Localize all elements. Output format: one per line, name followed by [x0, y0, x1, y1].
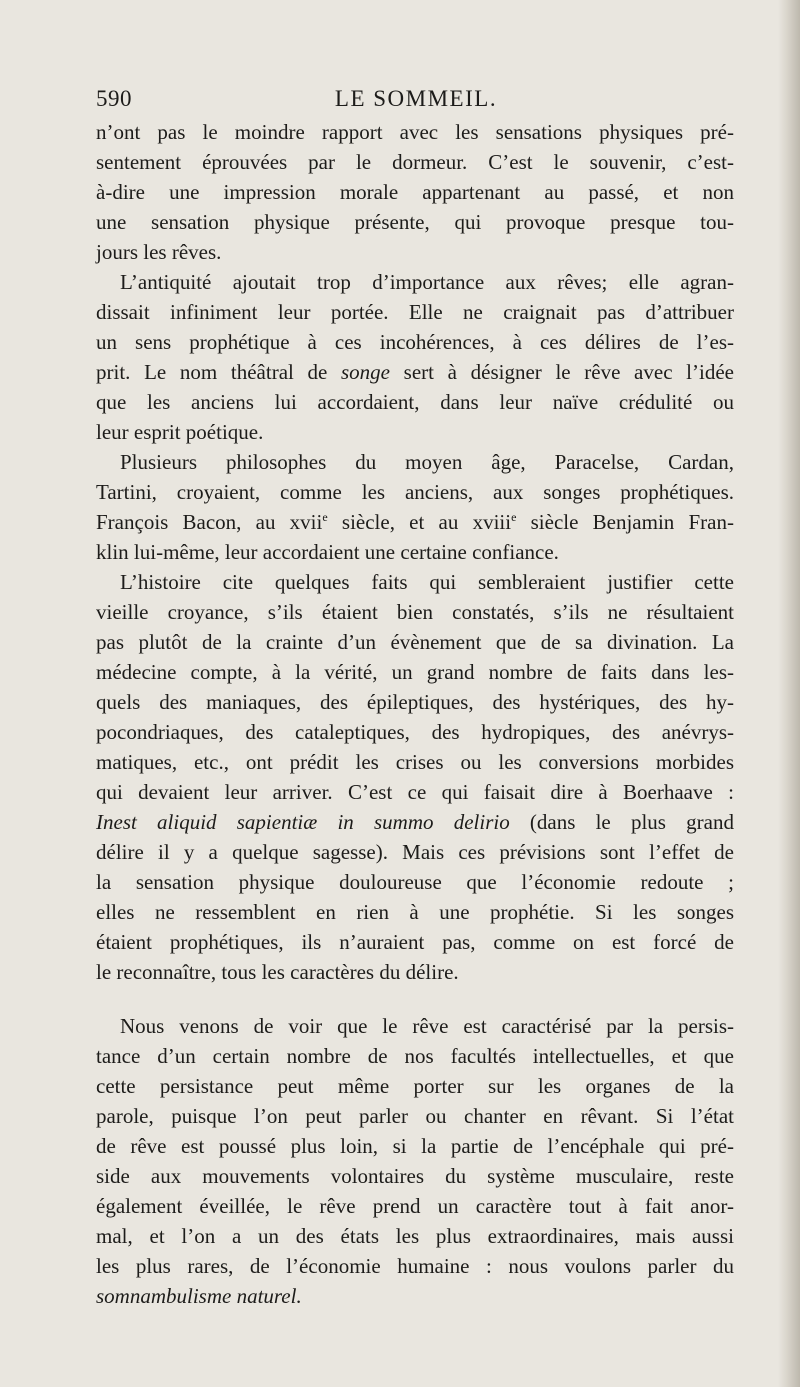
text-line: vieille croyance, s’ils étaient bien constatés, s’ils ne résultaient — [96, 600, 734, 624]
text-line: le reconnaître, tous les caractères du délire. — [96, 960, 459, 984]
text-line-mixed — [96, 507, 734, 537]
text-line: pas plutôt de la crainte d’un évènement que de sa divination. La — [96, 630, 734, 654]
paragraph-gap — [96, 987, 734, 1011]
text-line: cette persistance peut même porter sur les organes de la — [96, 1074, 734, 1098]
text-line-mixed — [96, 807, 734, 837]
text-fragment: François Bacon, au xvii — [96, 510, 323, 534]
superscript-e: e — [322, 510, 328, 524]
text-line-mixed — [96, 357, 734, 387]
text-line: matiques, etc., ont prédit les crises ou les conversions morbides — [96, 750, 734, 774]
text-line: Plusieurs philosophes du moyen âge, Paracelse, Cardan, — [120, 450, 734, 474]
superscript-e: e — [511, 510, 517, 524]
page-edge-shadow — [778, 0, 800, 1387]
text-line: leur esprit poétique. — [96, 420, 264, 444]
text-line: Nous venons de voir que le rêve est caractérisé par la persis- — [120, 1014, 734, 1038]
text-line: la sensation physique douloureuse que l’économie redoute ; — [96, 870, 734, 894]
text-line: que les anciens lui accordaient, dans leur naïve crédulité ou — [96, 390, 734, 414]
text-line: mal, et l’on a un des états les plus extraordinaires, mais aussi — [96, 1224, 734, 1248]
text-line: elles ne ressemblent en rien à une prophétie. Si les songes — [96, 900, 734, 924]
text-line: également éveillée, le rêve prend un caractère tout à fait anor- — [96, 1194, 734, 1218]
text-line: jours les rêves. — [96, 240, 222, 264]
text-line: pocondriaques, des cataleptiques, des hydropiques, des anévrys- — [96, 720, 734, 744]
text-line: une sensation physique présente, qui provoque presque tou- — [96, 210, 734, 234]
text-line: de rêve est poussé plus loin, si la partie de l’encéphale qui pré- — [96, 1134, 734, 1158]
text-line: quels des maniaques, des épileptiques, des hystériques, des hy- — [96, 690, 734, 714]
text-line: qui devaient leur arriver. C’est ce qui faisait dire à Boerhaave : — [96, 780, 734, 804]
text-line: les plus rares, de l’économie humaine : nous voulons parler du — [96, 1254, 734, 1278]
text-fragment: sert à désigner le rêve avec l’idée — [390, 360, 734, 384]
text-line: étaient prophétiques, ils n’auraient pas, comme on est forcé de — [96, 930, 734, 954]
text-line: side aux mouvements volontaires du système musculaire, reste — [96, 1164, 734, 1188]
text-line: délire il y a quelque sagesse). Mais ces prévisions sont l’effet de — [96, 840, 734, 864]
text-line: à-dire une impression morale appartenant au passé, et non — [96, 180, 734, 204]
latin-quote: Inest aliquid sapientiæ in summo delirio — [96, 810, 510, 834]
text-line: sentement éprouvées par le dormeur. C’est le souvenir, c’est- — [96, 150, 734, 174]
text-line: n’ont pas le moindre rapport avec les sensations physiques pré- — [96, 120, 734, 144]
text-line: tance d’un certain nombre de nos facultés intellectuelles, et que — [96, 1044, 734, 1068]
italic-word-songe: songe — [341, 360, 390, 384]
page-header — [96, 86, 736, 116]
text-line: parole, puisque l’on peut parler ou chanter en rêvant. Si l’état — [96, 1104, 734, 1128]
text-fragment: siècle Benjamin Fran- — [516, 510, 734, 534]
page-number: 590 — [96, 86, 132, 111]
text-line: médecine compte, à la vérité, un grand nombre de faits dans les- — [96, 660, 734, 684]
text-line: L’antiquité ajoutait trop d’importance aux rêves; elle agran- — [120, 270, 734, 294]
text-line: Tartini, croyaient, comme les anciens, aux songes prophétiques. — [96, 480, 734, 504]
closing-italic-phrase: somnambulisme naturel. — [96, 1284, 302, 1308]
text-line: L’histoire cite quelques faits qui sembleraient justifier cette — [120, 570, 734, 594]
text-fragment: (dans le plus grand — [509, 810, 734, 834]
text-fragment: siècle, et au xviii — [327, 510, 512, 534]
running-title: LE SOMMEIL. — [334, 86, 498, 111]
text-line: un sens prophétique à ces incohérences, à ces délires de l’es- — [96, 330, 734, 354]
text-fragment: prit. Le nom théâtral de — [96, 360, 341, 384]
body-text — [96, 117, 734, 1311]
text-line: dissait infiniment leur portée. Elle ne craignait pas d’attribuer — [96, 300, 734, 324]
text-line: klin lui-même, leur accordaient une certaine confiance. — [96, 540, 559, 564]
